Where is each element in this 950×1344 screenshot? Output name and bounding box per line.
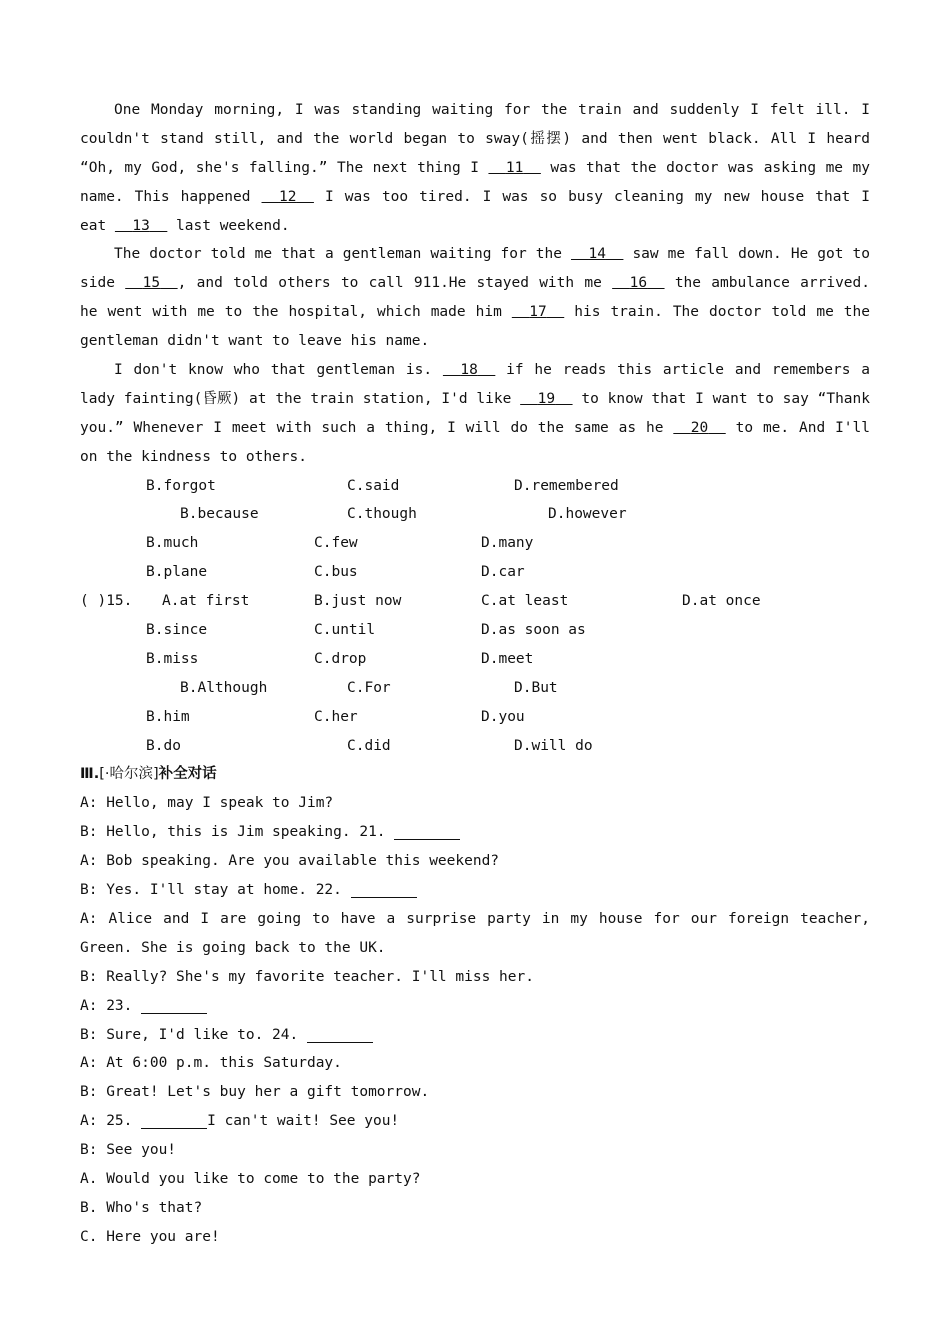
dialogue-line: A: Alice and I are going to have a surprise party in my house for our foreign teacher, — [80, 910, 870, 927]
dialogue-line: B: Sure, I'd like to. 24. — [80, 1021, 870, 1050]
answer-option: B. Who's that? — [80, 1199, 203, 1216]
option-row — [80, 645, 870, 674]
option-d: D.car — [481, 564, 525, 581]
option-c: C.drop — [314, 650, 367, 667]
dialogue-line: A: Bob speaking. Are you available this weekend? — [80, 853, 500, 870]
blank-18: 18 — [460, 362, 478, 379]
answer-option: C. Here you are! — [80, 1228, 220, 1245]
option-d: D.at once — [682, 593, 761, 610]
blank-16: 16 — [629, 275, 648, 292]
text-line: The doctor told me that a gentleman waiting for the 14 saw me fall down. He got to — [80, 240, 870, 269]
option-row — [80, 616, 870, 645]
paragraph-2 — [80, 240, 870, 356]
section-number: Ⅲ. — [80, 766, 100, 783]
text-line: lady fainting(昏厥) at the train station, I'd like 19 to know that I want to say “Thank — [80, 385, 870, 414]
option-c: C.until — [314, 622, 376, 639]
text-line: I don't know who that gentleman is. 18 if he reads this article and remembers a — [80, 356, 870, 385]
blank-14: 14 — [588, 246, 606, 263]
blank-17: 17 — [529, 304, 547, 321]
blank-12: 12 — [278, 188, 297, 205]
answer-blank-22[interactable] — [351, 881, 417, 898]
blank-19: 19 — [537, 390, 556, 407]
option-c: C.said — [347, 477, 400, 494]
dialogue-line: A: At 6:00 p.m. this Saturday. — [80, 1055, 342, 1072]
option-c: C.did — [347, 737, 391, 754]
question-number: ( )15. — [80, 593, 133, 610]
text-line: name. This happened 12 I was too tired. I was so busy cleaning my new house that I — [80, 183, 870, 212]
blank-15: 15 — [142, 275, 161, 292]
blank-11: 11 — [505, 159, 524, 176]
option-row — [80, 558, 870, 587]
option-row — [80, 587, 870, 616]
option-row — [80, 500, 870, 529]
text-line: gentleman didn't want to leave his name. — [80, 333, 430, 350]
blank-20: 20 — [690, 419, 709, 436]
option-row — [80, 472, 870, 501]
option-d: D.as soon as — [481, 622, 586, 639]
option-c: C.bus — [314, 564, 358, 581]
option-row — [80, 703, 870, 732]
section-heading — [80, 760, 870, 789]
blank-13: 13 — [132, 217, 150, 234]
answer-blank-23[interactable] — [141, 997, 207, 1014]
option-d: D.remembered — [514, 477, 619, 494]
option-d: D.meet — [481, 650, 534, 667]
option-row — [80, 732, 870, 761]
options-block — [80, 472, 870, 761]
option-row — [80, 529, 870, 558]
text-line: side 15 , and told others to call 911.He stayed with me 16 the ambulance arrived. — [80, 269, 870, 298]
dialogue-line: B: Great! Let's buy her a gift tomorrow. — [80, 1084, 430, 1101]
option-d: D.But — [514, 679, 558, 696]
option-d: D.many — [481, 535, 534, 552]
option-d: D.you — [481, 708, 525, 725]
option-d: D.will do — [514, 737, 593, 754]
dialogue — [80, 789, 870, 1251]
option-b: B.much — [146, 535, 199, 552]
answer-blank-21[interactable] — [394, 823, 460, 840]
option-b: B.Although — [180, 679, 268, 696]
option-c: C.few — [314, 535, 358, 552]
option-b: B.miss — [146, 650, 199, 667]
text-line: you.” Whenever I meet with such a thing, I will do the same as he 20 to me. And I'll — [80, 414, 870, 443]
option-c: C.For — [347, 679, 391, 696]
document-page — [80, 96, 870, 1252]
dialogue-line: B: Yes. I'll stay at home. 22. — [80, 876, 870, 905]
answer-option: A. Would you like to come to the party? — [80, 1170, 421, 1187]
dialogue-line: B: See you! — [80, 1142, 177, 1159]
text-line: couldn't stand still, and the world began to sway(摇摆) and then went black. All I heard — [80, 130, 870, 147]
text-line: eat 13 last weekend. — [80, 212, 870, 241]
option-c: C.at least — [481, 593, 569, 610]
dialogue-line: A: 25. I can't wait! See you! — [80, 1113, 400, 1130]
option-row — [80, 674, 870, 703]
text-line: he went with me to the hospital, which made him 17 his train. The doctor told me the — [80, 298, 870, 327]
answer-blank-25[interactable] — [141, 1112, 207, 1129]
option-c: C.though — [347, 506, 417, 523]
dialogue-line: Green. She is going back to the UK. — [80, 939, 386, 956]
dialogue-line: A: 23. — [80, 992, 870, 1021]
option-b: B.because — [180, 506, 259, 523]
option-b: B.him — [146, 708, 190, 725]
text-line: One Monday morning, I was standing waiting for the train and suddenly I felt ill. I — [114, 102, 870, 118]
text-line: on the kindness to others. — [80, 448, 307, 465]
paragraph-1 — [80, 96, 870, 240]
dialogue-line: B: Hello, this is Jim speaking. 21. — [80, 818, 870, 847]
dialogue-line: A: Hello, may I speak to Jim? — [80, 795, 334, 812]
section-source: [·哈尔滨] — [99, 766, 159, 783]
option-b: B.plane — [146, 564, 208, 581]
section-title: 补全对话 — [158, 766, 217, 783]
paragraph-3 — [80, 356, 870, 472]
option-a: A.at first — [162, 593, 250, 610]
text-line: “Oh, my God, she's falling.” The next thing I 11 was that the doctor was asking me my — [80, 154, 870, 183]
option-d: D.however — [548, 506, 627, 523]
option-b: B.forgot — [146, 477, 216, 494]
dialogue-line: B: Really? She's my favorite teacher. I'll miss her. — [80, 968, 534, 985]
option-b: B.do — [146, 737, 181, 754]
option-c: C.her — [314, 708, 358, 725]
answer-blank-24[interactable] — [307, 1026, 373, 1043]
option-b: B.since — [146, 622, 208, 639]
option-b: B.just now — [314, 593, 402, 610]
